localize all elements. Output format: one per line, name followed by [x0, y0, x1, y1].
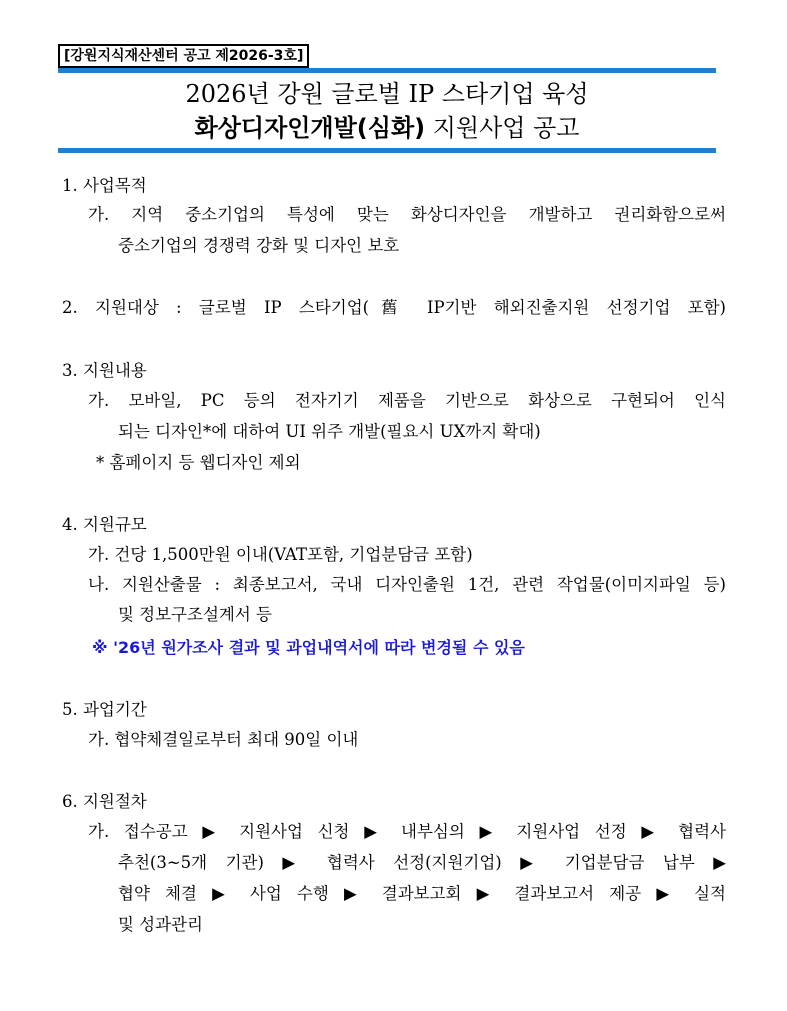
announcement-number-tag: [강원지식재산센터 공고 제2026-3호] — [58, 44, 309, 68]
page-title-rest: 지원사업 공고 — [425, 114, 580, 142]
section-6-item-a-line2: 추천(3~5개 기관) ▶ 협력사 선정(지원기업) ▶ 기업분담금 납부 ▶ — [118, 853, 726, 872]
section-4-item-b-line1: 나. 지원산출물 : 최종보고서, 국내 디자인출원 1건, 관련 작업물(이미지파일 등) — [88, 575, 726, 594]
section-5-item-a: 가. 협약체결일로부터 최대 90일 이내 — [88, 730, 359, 749]
section-6-heading: 6. 지원절차 — [62, 792, 147, 811]
section-5-heading: 5. 과업기간 — [62, 700, 147, 719]
section-4-heading: 4. 지원규모 — [62, 515, 147, 534]
section-1-heading: 1. 사업목적 — [62, 176, 147, 195]
header-top-bar — [58, 68, 716, 73]
section-6-item-a-line1: 가. 접수공고 ▶ 지원사업 신청 ▶ 내부심의 ▶ 지원사업 선정 ▶ 협력사 — [88, 822, 726, 841]
section-2-heading: 2. 지원대상 : 글로벌 IP 스타기업(舊 IP기반 해외진출지원 선정기업 포함) — [62, 298, 726, 317]
section-3-item-a-line2: 되는 디자인*에 대하여 UI 위주 개발(필요시 UX까지 확대) — [118, 422, 541, 441]
section-6-item-a-line4: 및 성과관리 — [118, 915, 203, 934]
header-bottom-bar — [58, 148, 716, 153]
page-title-line1: 2026년 강원 글로벌 IP 스타기업 육성 — [185, 80, 589, 108]
section-3-heading: 3. 지원내용 — [62, 361, 147, 380]
page-title-line2 — [58, 112, 716, 144]
section-1-item-a-line2: 중소기업의 경쟁력 강화 및 디자인 보호 — [118, 236, 400, 255]
section-4-item-b-line2: 및 정보구조설계서 등 — [118, 605, 272, 624]
section-1-item-a-line1: 가. 지역 중소기업의 특성에 맞는 화상디자인을 개발하고 권리화함으로써 — [88, 205, 726, 224]
section-4-notice: ※ '26년 원가조사 결과 및 과업내역서에 따라 변경될 수 있음 — [92, 638, 525, 657]
section-6-item-a-line3: 협약 체결 ▶ 사업 수행 ▶ 결과보고회 ▶ 결과보고서 제공 ▶ 실적 — [118, 884, 726, 903]
section-4-item-a: 가. 건당 1,500만원 이내(VAT포함, 기업분담금 포함) — [88, 545, 473, 564]
page-title-bold: 화상디자인개발(심화) — [194, 114, 426, 142]
section-3-item-a-line1: 가. 모바일, PC 등의 전자기기 제품을 기반으로 화상으로 구현되어 인식 — [88, 391, 726, 410]
section-3-note: * 홈페이지 등 웹디자인 제외 — [96, 453, 301, 472]
